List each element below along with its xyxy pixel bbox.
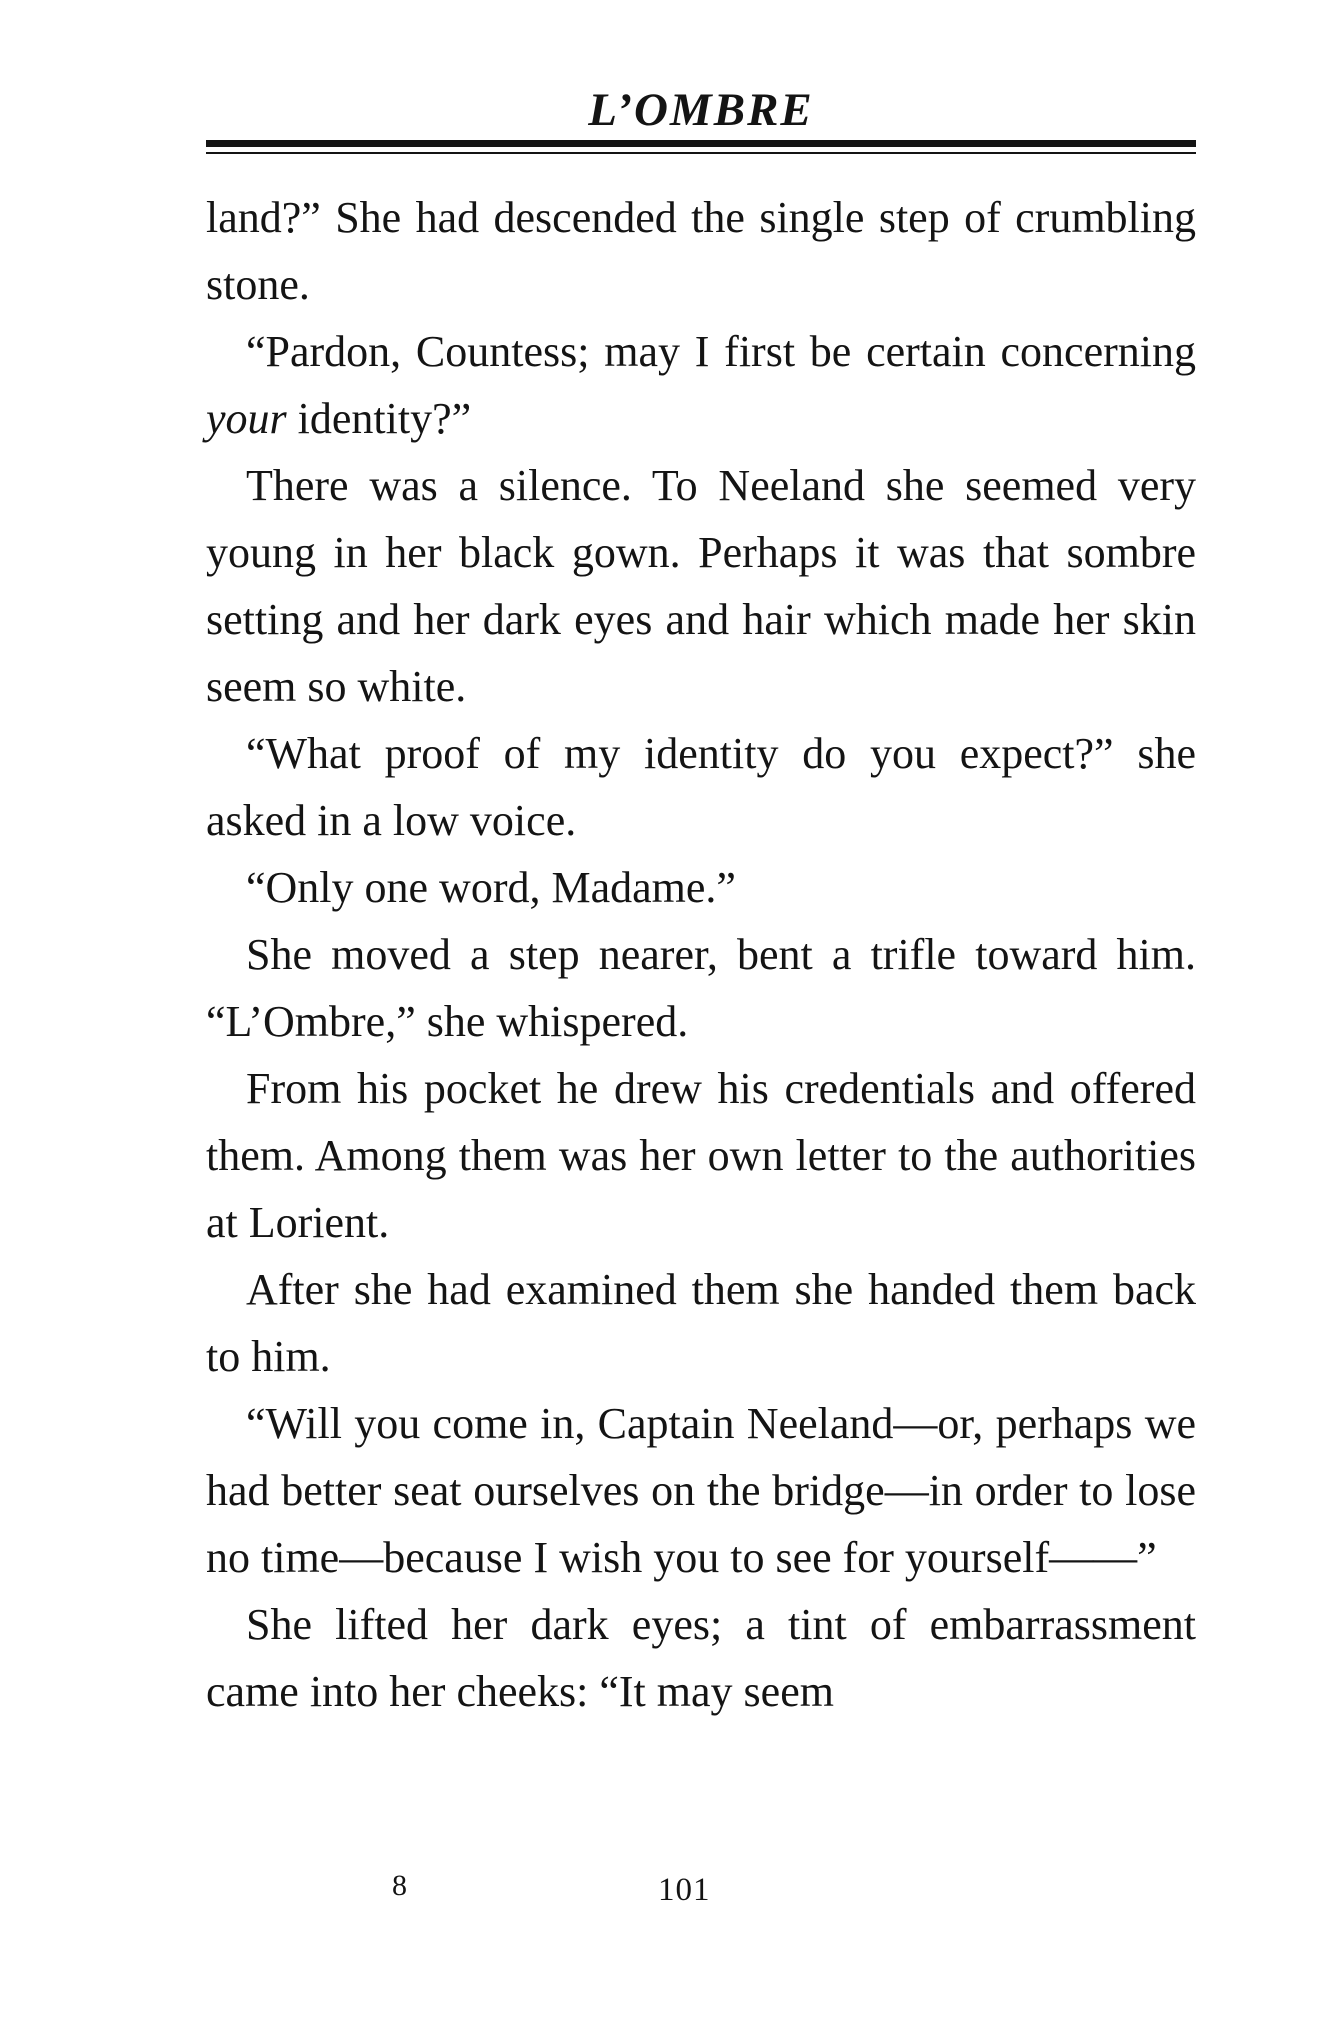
running-head: L’OMBRE (588, 84, 814, 136)
page-number: 101 (658, 1872, 711, 1908)
paragraph-5: “Only one word, Madame.” (246, 863, 736, 912)
header-rule-thin (206, 152, 1196, 154)
paragraph-10: She lifted her dark eyes; a tint of embarrassment came into her cheeks: “It may seem (206, 1600, 1196, 1716)
emphasis-your: your (206, 394, 287, 443)
paragraph-8: After she had examined them she handed them back to him. (206, 1265, 1196, 1381)
paragraph-9: “Will you come in, Captain Neeland—or, perhaps we had better seat ourselves on the bridge—in order to lose no time—because I wish you to see for yourself——” (206, 1399, 1196, 1582)
paragraph-6: She moved a step nearer, bent a trifle toward him. “L’Ombre,” she whispered. (206, 930, 1196, 1046)
body-text (206, 184, 1196, 1725)
signature-mark: 8 (392, 1869, 407, 1902)
paragraph-3: There was a silence. To Neeland she seemed very young in her black gown. Perhaps it was that sombre setting and her dark eyes and hair which made her skin seem so white. (206, 461, 1196, 711)
paragraph-2-text-after: identity?” (286, 394, 472, 443)
paragraph-2-text-before: “Pardon, Countess; may I first be certain concerning (246, 327, 1196, 376)
paragraph-1: land?” She had descended the single step of crumbling stone. (206, 193, 1196, 309)
paragraph-2 (206, 318, 1196, 452)
paragraph-7: From his pocket he drew his credentials and offered them. Among them was her own letter to the authorities at Lorient. (206, 1064, 1196, 1247)
header-rule-thick (206, 140, 1196, 147)
paragraph-4: “What proof of my identity do you expect?” she asked in a low voice. (206, 729, 1196, 845)
